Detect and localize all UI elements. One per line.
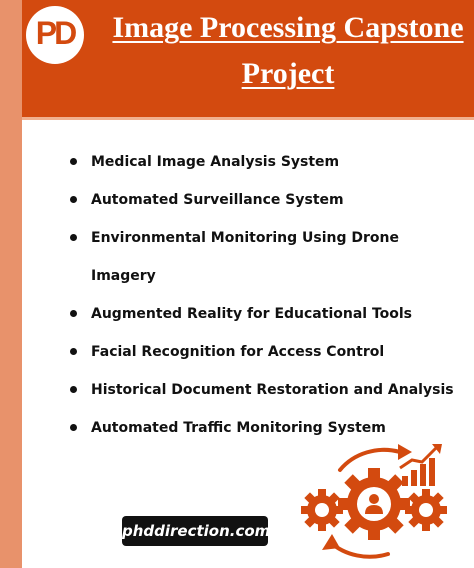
left-accent-stripe: [0, 0, 22, 568]
list-item: [70, 181, 450, 219]
bullet-icon: [70, 234, 77, 241]
bullet-icon: [70, 196, 77, 203]
bullet-icon: [70, 158, 77, 165]
bullet-icon: [70, 424, 77, 431]
logo-text: PD: [35, 15, 75, 51]
gear-icon: [301, 489, 343, 531]
list-item-label: Medical Image Analysis System: [91, 154, 340, 170]
list-item: [70, 295, 450, 333]
website-badge[interactable]: [122, 516, 271, 546]
bullet-icon: [70, 310, 77, 317]
header-divider: [22, 117, 474, 120]
list-item-label: Automated Traffic Monitoring System: [91, 420, 386, 436]
list-item-label: Automated Surveillance System: [91, 192, 344, 208]
page-title: Image Processing Capstone Project: [112, 11, 464, 90]
list-item: [70, 333, 450, 371]
list-item: [70, 371, 454, 409]
gear-illustration: [300, 440, 450, 560]
list-item-label: Historical Document Restoration and Analysis: [91, 382, 454, 398]
logo: [26, 6, 84, 64]
list-item: [70, 219, 401, 295]
website-link[interactable]: phddirection.com: [122, 522, 271, 540]
bullet-icon: [70, 386, 77, 393]
topic-list: [70, 143, 454, 447]
list-item: [70, 143, 450, 181]
arrow-head-icon: [322, 534, 340, 550]
gear-icon: [405, 489, 447, 531]
header-banner: [22, 0, 474, 117]
list-item-label: Facial Recognition for Access Control: [91, 344, 385, 360]
bullet-icon: [70, 348, 77, 355]
arrow-head-icon: [398, 444, 412, 460]
list-item-label: Augmented Reality for Educational Tools: [91, 306, 413, 322]
list-item-label: Environmental Monitoring Using Drone Imagery: [91, 230, 399, 284]
